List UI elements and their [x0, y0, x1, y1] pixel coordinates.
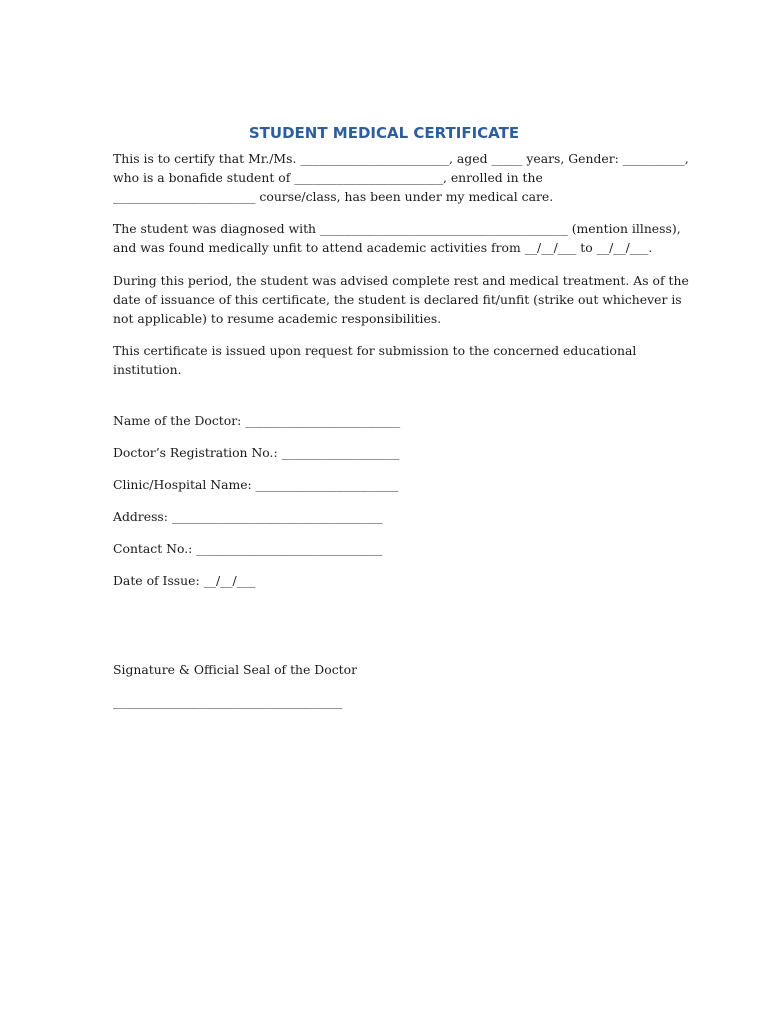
clinic-name-field: Clinic/Hospital Name: _______________________ — [113, 477, 399, 492]
paragraph-diagnosis — [113, 219, 681, 257]
paragraph-line: This certificate is issued upon request for submission to the concerned educational — [113, 343, 637, 358]
document-title: STUDENT MEDICAL CERTIFICATE — [248, 124, 520, 142]
signature-line: _____________________________________ — [113, 694, 343, 709]
paragraph-line: During this period, the student was advised complete rest and medical treatment. As of the — [113, 273, 689, 288]
paragraph-line: and was found medically unfit to attend academic activities from __/__/___ to __/__/___. — [113, 240, 653, 255]
address-field: Address: __________________________________ — [113, 509, 383, 524]
paragraph-line: date of issuance of this certificate, the student is declared fit/unfit (strike out whichever is — [113, 292, 682, 307]
paragraph-line: This is to certify that Mr./Ms. ________________________, aged _____ years, Gender: __________, — [113, 151, 689, 166]
registration-number-field: Doctor’s Registration No.: ___________________ — [113, 445, 400, 460]
paragraph-line: The student was diagnosed with ________________________________________ (mention illness), — [113, 221, 681, 236]
paragraph-line: institution. — [113, 362, 182, 377]
paragraph-issuance — [113, 341, 673, 379]
contact-number-field: Contact No.: ______________________________ — [113, 541, 383, 556]
paragraph-certification — [113, 149, 689, 206]
paragraph-treatment — [113, 271, 689, 328]
doctor-name-field: Name of the Doctor: _________________________ — [113, 413, 401, 428]
date-of-issue-field: Date of Issue: __/__/___ — [113, 573, 256, 588]
paragraph-line: _______________________ course/class, has been under my medical care. — [113, 189, 554, 204]
paragraph-line: not applicable) to resume academic responsibilities. — [113, 311, 442, 326]
paragraph-line: who is a bonafide student of ________________________, enrolled in the — [113, 170, 543, 185]
signature-label: Signature & Official Seal of the Doctor — [113, 662, 358, 677]
